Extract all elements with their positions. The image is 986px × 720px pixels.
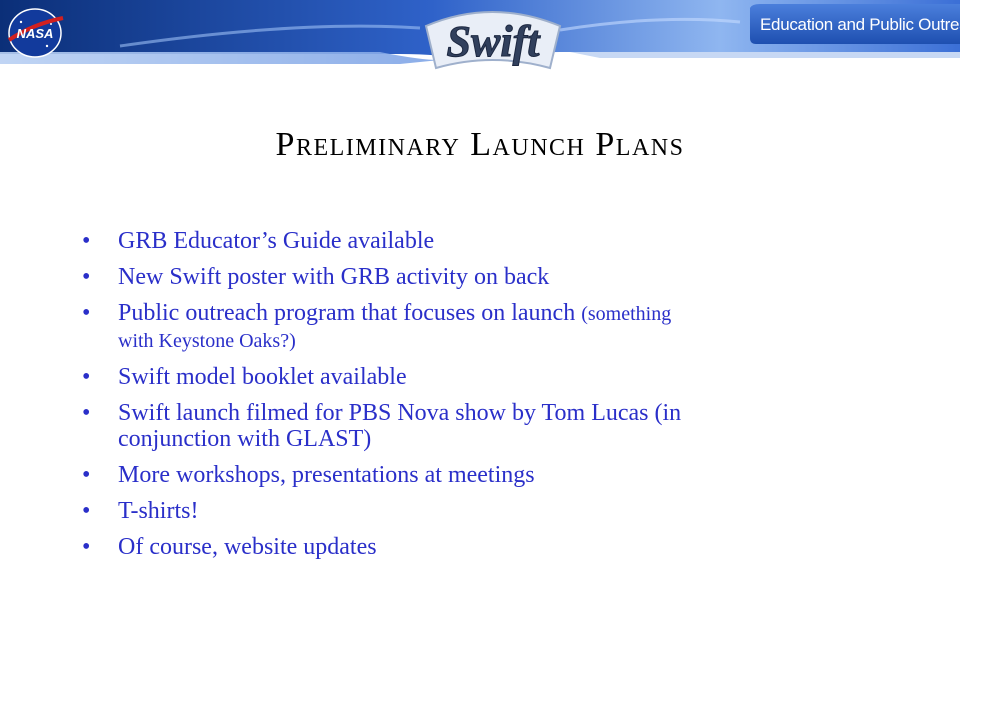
list-item	[82, 228, 882, 254]
header-banner	[0, 0, 986, 80]
bullet-icon: •	[82, 400, 91, 426]
swift-logo	[418, 4, 568, 76]
bullet-text: New Swift poster with GRB activity on back	[118, 264, 550, 290]
bullet-text: More workshops, presentations at meetings	[118, 462, 535, 488]
bullet-text: Swift launch filmed for PBS Nova show by Tom Lucas (in	[118, 400, 682, 426]
bullet-icon: •	[82, 462, 91, 488]
list-item	[82, 498, 882, 524]
bullet-text: GRB Educator’s Guide available	[118, 228, 435, 254]
bullet-icon: •	[82, 498, 91, 524]
list-item	[82, 364, 882, 390]
list-item	[82, 300, 882, 354]
bullet-text-line2: with Keystone Oaks?)	[118, 330, 296, 352]
bullet-text: T-shirts!	[118, 498, 199, 524]
bullet-icon: •	[82, 300, 91, 326]
page-title: Preliminary Launch Plans	[275, 126, 685, 163]
list-item	[82, 534, 882, 560]
bullet-list	[82, 228, 882, 560]
bullet-suffix: (something	[581, 303, 672, 325]
bullet-icon: •	[82, 228, 91, 254]
swift-logo-text: Swift	[446, 17, 540, 66]
list-item	[82, 462, 882, 488]
list-item	[82, 264, 882, 290]
nasa-logo	[3, 4, 67, 60]
nasa-text: NASA	[16, 26, 54, 41]
bullet-text: Swift model booklet available	[118, 364, 407, 390]
bullet-icon: •	[82, 364, 91, 390]
bullet-text: Public outreach program that focuses on launch	[118, 300, 576, 326]
bullet-icon: •	[82, 534, 91, 560]
bullet-text-line2: conjunction with GLAST)	[118, 426, 372, 452]
bullet-icon: •	[82, 264, 91, 290]
banner-title: Education and Public Outreach	[760, 15, 986, 34]
bullet-text: Of course, website updates	[118, 534, 377, 560]
list-item	[82, 400, 882, 452]
